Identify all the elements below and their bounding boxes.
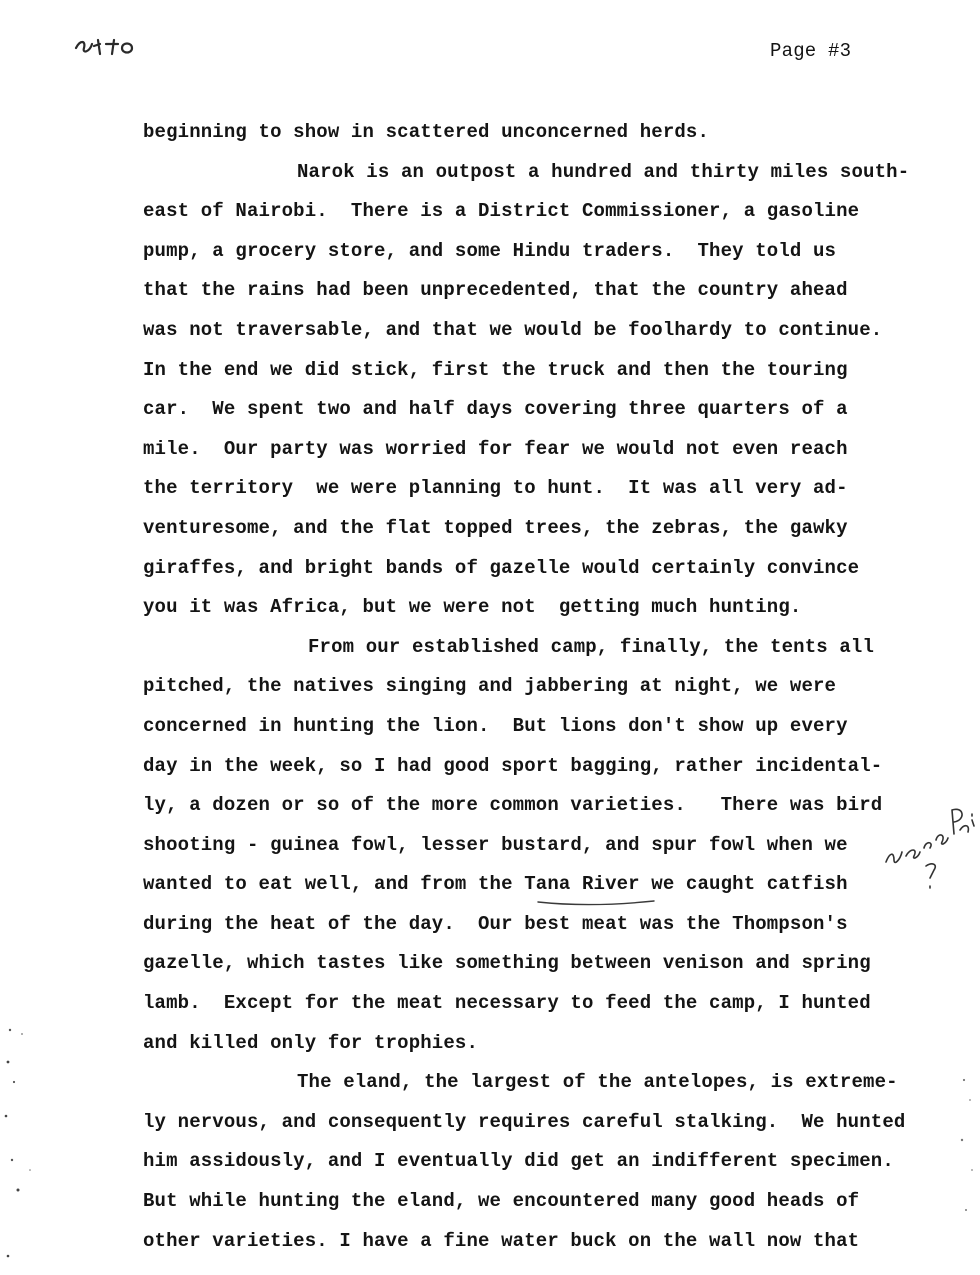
text-line: pump, a grocery store, and some Hindu traders. They told us <box>143 239 837 262</box>
text-line: From our established camp, finally, the tents all <box>308 635 875 658</box>
text-line: during the heat of the day. Our best meat was the Thompson's <box>143 912 848 935</box>
text-line: and killed only for trophies. <box>143 1031 479 1054</box>
text-line: mile. Our party was worried for fear we would not even reach <box>143 437 848 460</box>
text-line: Narok is an outpost a hundred and thirty miles south- <box>297 160 910 183</box>
typewritten-body <box>143 113 943 1261</box>
text-line: gazelle, which tastes like something between venison and spring <box>143 952 871 975</box>
text-line: that the rains had been unprecedented, that the country ahead <box>143 279 848 302</box>
text-line: shooting - guinea fowl, lesser bustard, and spur fowl when we <box>143 833 848 856</box>
text-line: ly, a dozen or so of the more common varieties. There was bird <box>143 794 883 817</box>
text-line: But while hunting the eland, we encountered many good heads of <box>143 1190 860 1213</box>
text-line: him assidously, and I eventually did get an indifferent specimen. <box>143 1150 894 1173</box>
handwritten-corner-mark <box>70 30 142 60</box>
text-line: giraffes, and bright bands of gazelle would certainly convince <box>143 556 860 579</box>
text-line: was not traversable, and that we would be foolhardy to continue. <box>143 318 883 341</box>
text-line: you it was Africa, but we were not getting much hunting. <box>143 596 802 619</box>
text-line: pitched, the natives singing and jabbering at night, we were <box>143 675 837 698</box>
text-line: lamb. Except for the meat necessary to feed the camp, I hunted <box>143 992 871 1015</box>
text-line: In the end we did stick, first the truck and then the touring <box>143 358 848 381</box>
text-line: concerned in hunting the lion. But lions don't show up every <box>143 714 848 737</box>
text-line: The eland, the largest of the antelopes, is extreme- <box>297 1071 898 1094</box>
text-line: ly nervous, and consequently requires careful stalking. We hunted <box>143 1110 906 1133</box>
text-line: car. We spent two and half days covering three quarters of a <box>143 398 848 421</box>
text-line: other varieties. I have a fine water buck on the wall now that <box>143 1229 860 1252</box>
pencil-underline <box>536 896 656 908</box>
text-line: the territory we were planning to hunt. It was all very ad- <box>143 477 848 500</box>
text-line: east of Nairobi. There is a District Commissioner, a gasoline <box>143 200 860 223</box>
text-line: venturesome, and the flat topped trees, the zebras, the gawky <box>143 516 848 539</box>
text-line: wanted to eat well, and from the Tana River we caught catfish <box>143 873 848 896</box>
handwritten-margin-note <box>880 790 980 900</box>
scan-edge-specks <box>0 1020 50 1275</box>
scan-edge-specks-right <box>950 1060 980 1260</box>
text-line: day in the week, so I had good sport bagging, rather incidental- <box>143 754 883 777</box>
text-line: beginning to show in scattered unconcerned herds. <box>143 121 710 143</box>
page-number: Page #3 <box>770 40 852 62</box>
